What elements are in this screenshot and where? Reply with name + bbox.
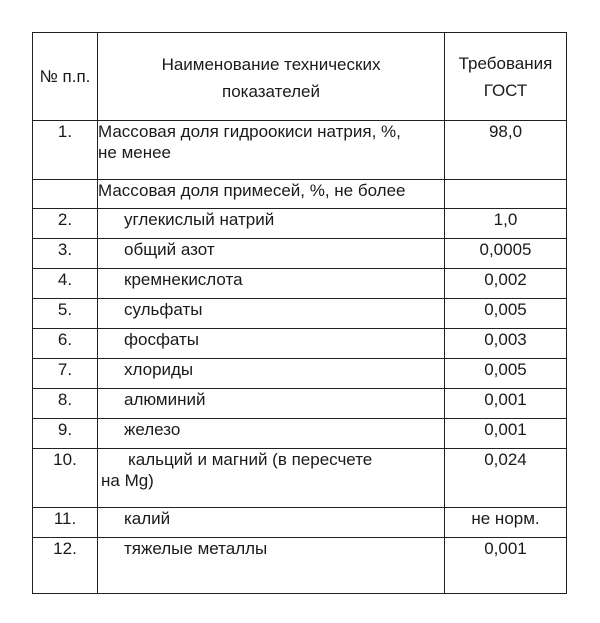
row-name xyxy=(98,329,445,359)
row-name xyxy=(98,299,445,329)
row-num: 5. xyxy=(33,299,98,329)
group-row xyxy=(33,180,567,209)
row-num: 12. xyxy=(33,538,98,594)
group-num-empty xyxy=(33,180,98,209)
header-row xyxy=(33,33,567,121)
group-label: Массовая доля примесей, %, не более xyxy=(98,180,445,209)
group-value-empty xyxy=(445,180,567,209)
row-name-text: фосфаты xyxy=(124,330,200,349)
row-num: 2. xyxy=(33,209,98,239)
specification-table xyxy=(32,32,567,594)
row-name-text: углекислый натрий xyxy=(124,210,275,229)
table-row xyxy=(33,269,567,299)
row-name xyxy=(98,419,445,449)
header-req-line1: Требования xyxy=(458,53,553,73)
row-name xyxy=(98,269,445,299)
row-name xyxy=(98,449,445,508)
row-name xyxy=(98,538,445,594)
row-value: 0,001 xyxy=(445,538,567,594)
row-value: 0,0005 xyxy=(445,239,567,269)
header-req-line2: ГОСТ xyxy=(483,80,528,100)
row-name-text: общий азот xyxy=(124,240,215,259)
table-row xyxy=(33,329,567,359)
table-row xyxy=(33,449,567,508)
row-num: 7. xyxy=(33,359,98,389)
header-name xyxy=(98,33,445,121)
row-name xyxy=(98,389,445,419)
table-row xyxy=(33,239,567,269)
row-name-line2: на Mg) xyxy=(101,471,154,490)
row-name xyxy=(98,359,445,389)
row-name-text: хлориды xyxy=(124,360,194,379)
table-row xyxy=(33,299,567,329)
row-value: 0,001 xyxy=(445,389,567,419)
row-name-line1: кальций и магний (в пересчете xyxy=(128,450,373,469)
table-row xyxy=(33,389,567,419)
row-num: 11. xyxy=(33,508,98,538)
header-name-line2: показателей xyxy=(222,81,320,101)
row-name-text: алюминий xyxy=(124,390,206,409)
row-value: 0,024 xyxy=(445,449,567,508)
header-num: № п.п. xyxy=(33,33,98,121)
row-name-line1: Массовая доля гидроокиси натрия, %, xyxy=(98,122,401,141)
row-num: 3. xyxy=(33,239,98,269)
row-num: 1. xyxy=(33,121,98,180)
row-value: 0,002 xyxy=(445,269,567,299)
row-name xyxy=(98,209,445,239)
row-name xyxy=(98,508,445,538)
table-row xyxy=(33,359,567,389)
row-value: 1,0 xyxy=(445,209,567,239)
table-row xyxy=(33,508,567,538)
row-num: 6. xyxy=(33,329,98,359)
row-num: 4. xyxy=(33,269,98,299)
table-row xyxy=(33,419,567,449)
row-name-text: тяжелые металлы xyxy=(124,539,268,558)
row-value: 98,0 xyxy=(445,121,567,180)
row-value: не норм. xyxy=(445,508,567,538)
row-name xyxy=(98,121,445,180)
table-row xyxy=(33,209,567,239)
row-name-text: сульфаты xyxy=(124,300,203,319)
row-num: 9. xyxy=(33,419,98,449)
row-name-text: железо xyxy=(124,420,181,439)
row-name-text: калий xyxy=(124,509,171,528)
row-value: 0,005 xyxy=(445,299,567,329)
row-value: 0,003 xyxy=(445,329,567,359)
row-name-line2: не менее xyxy=(98,143,172,162)
row-num: 10. xyxy=(33,449,98,508)
row-num: 8. xyxy=(33,389,98,419)
row-name-text: кремнекислота xyxy=(124,270,243,289)
row-name xyxy=(98,239,445,269)
row-value: 0,005 xyxy=(445,359,567,389)
table-row xyxy=(33,538,567,594)
header-requirements xyxy=(445,33,567,121)
table-row xyxy=(33,121,567,180)
row-value: 0,001 xyxy=(445,419,567,449)
header-name-line1: Наименование технических xyxy=(161,54,381,74)
